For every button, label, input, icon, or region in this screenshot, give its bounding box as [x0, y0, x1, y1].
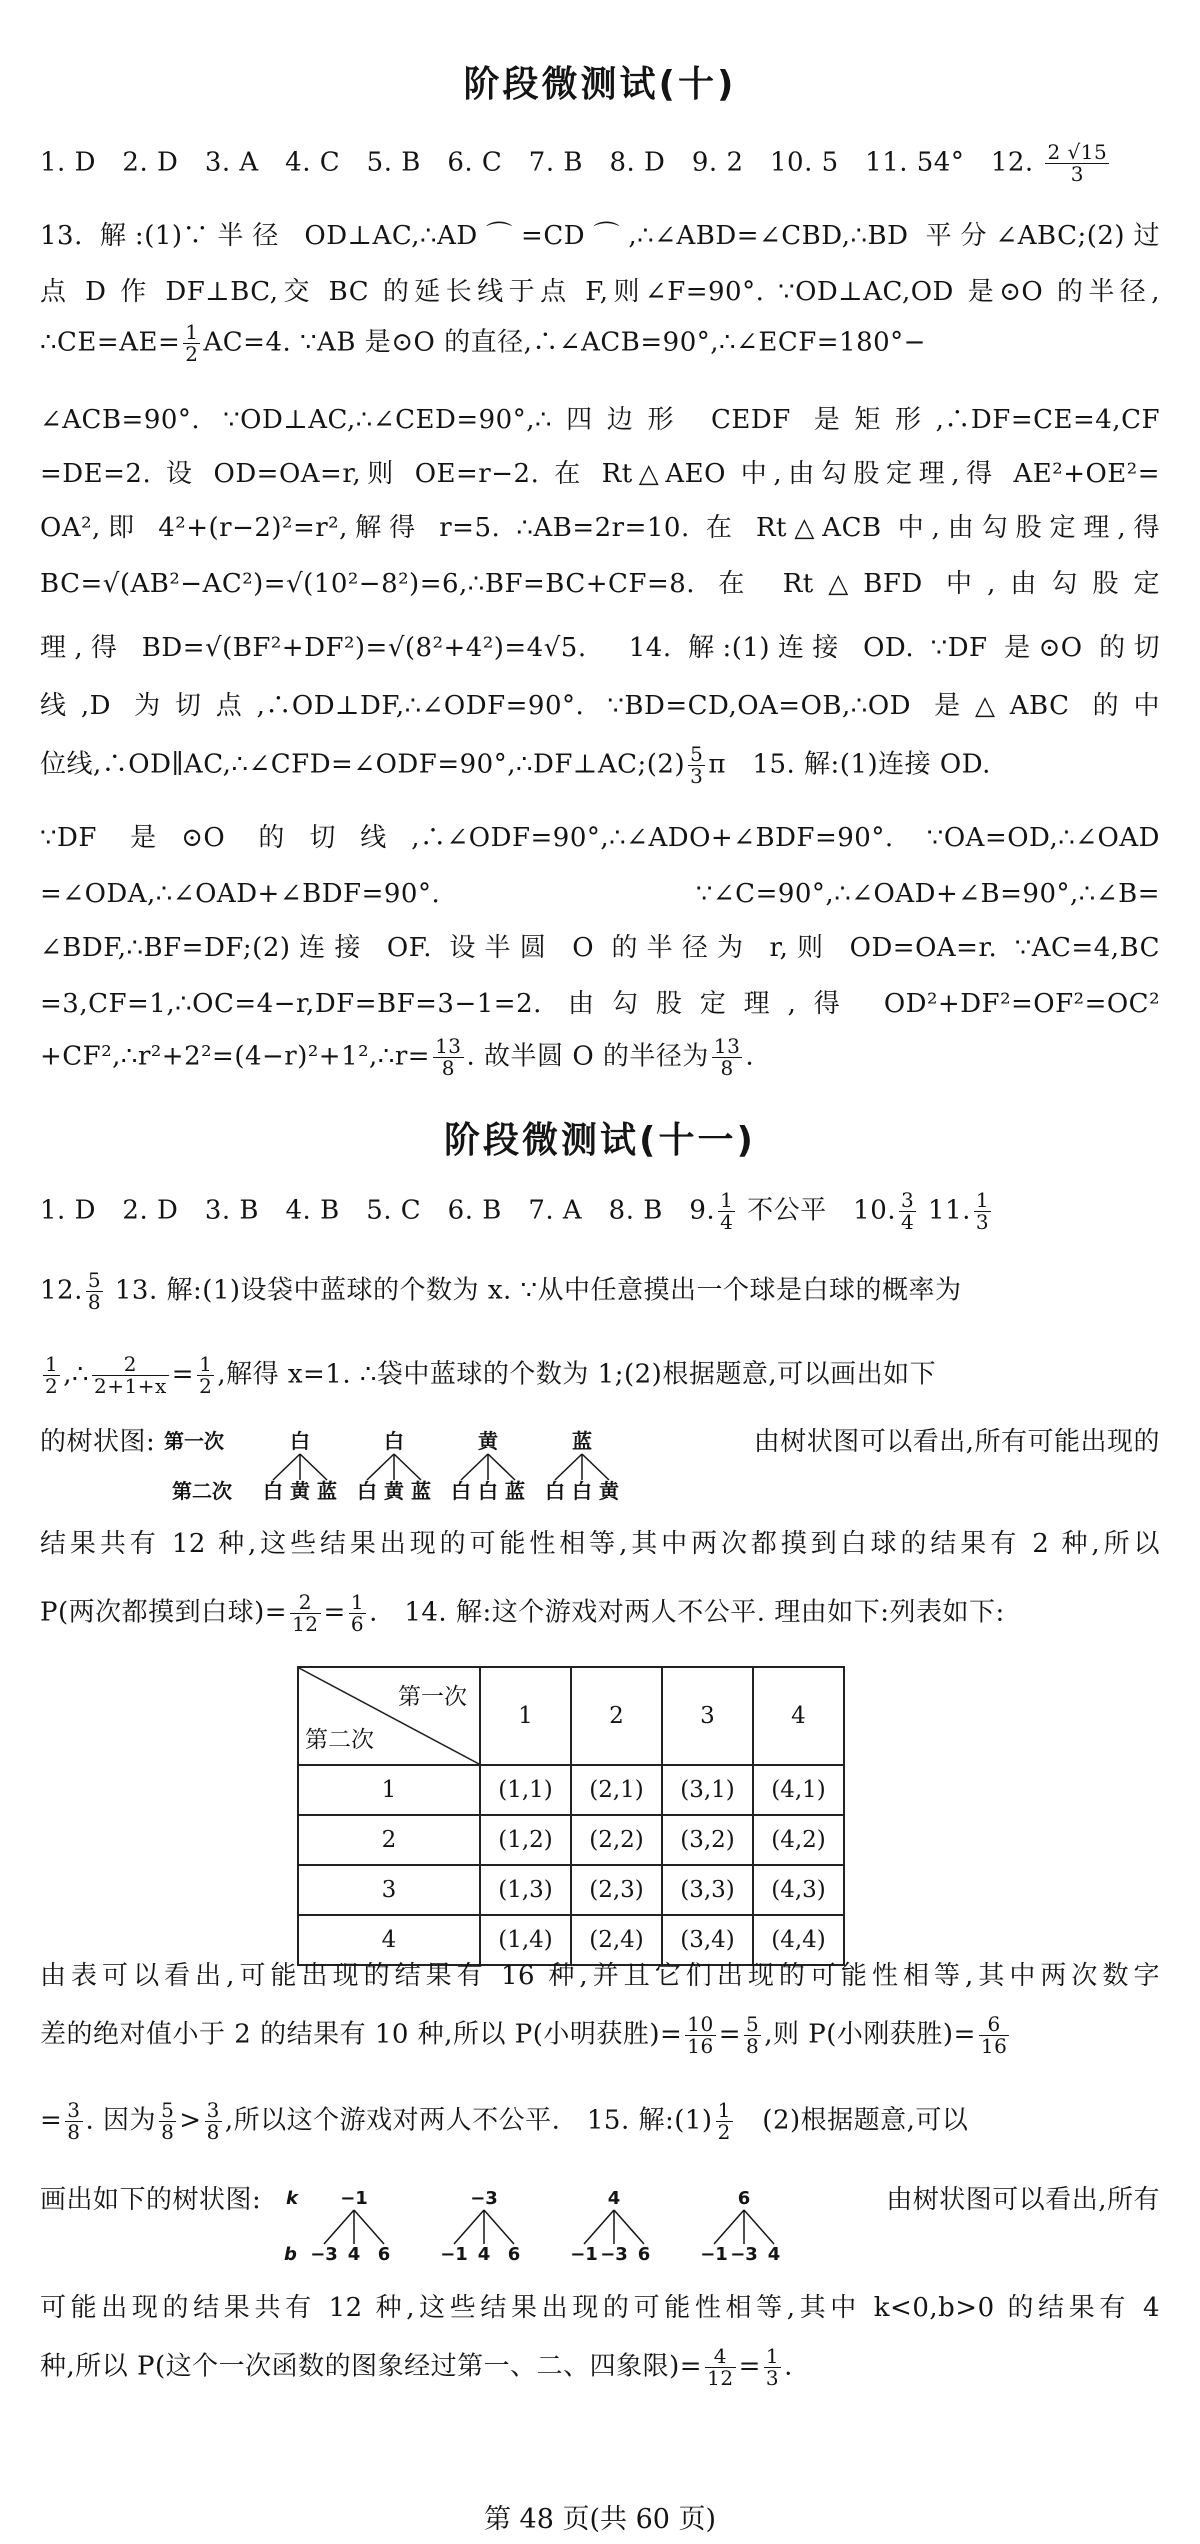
- section-11-title: 阶段微测试(十一): [444, 1120, 756, 1161]
- row-label: 1: [298, 1765, 480, 1815]
- s11-line-8: 差的绝对值小于 2 的结果有 10 种,所以 P(小明获胜)= $\frac{10}{16}$ = $\frac{5}{8}$ ,则 P(小刚获胜)= $\frac{6}{16}$: [40, 2014, 1008, 2057]
- tree-node: 黄: [478, 1429, 498, 1453]
- fraction: $\frac{1}{2}$: [45, 1354, 59, 1397]
- tree-branch: [324, 2210, 354, 2244]
- s10-line-2: 点 D 作 DF⊥BC,交 BC 的延长线于点 F,则∠F=90°. ∵OD⊥AC,OD 是⊙O 的半径,: [40, 277, 1160, 307]
- tree2-first-label: k: [286, 2188, 298, 2209]
- s11-line-10b: 由树状图可以看出,所有: [886, 2185, 1160, 2215]
- s10-line-3: ∴CE=AE= $\frac{1}{2}$ AC=4. ∵AB 是⊙O 的直径,∴∠ACB=90°,∴∠ECF=180°−: [40, 322, 926, 365]
- answers-text: 1. D 2. D 3. A 4. C 5. B 6. C 7. B 8. D 9. 2 10. 5 11. 54° 12.: [40, 147, 1034, 178]
- tree-leaf: 白: [478, 1479, 498, 1503]
- table-row: [298, 1765, 844, 1815]
- tree-leaf: 黄: [599, 1479, 619, 1503]
- table-row: [298, 1865, 844, 1915]
- table-cell: (3,3): [662, 1865, 753, 1915]
- table-cell: (2,3): [571, 1865, 662, 1915]
- table-cell: (2,2): [571, 1815, 662, 1865]
- tree1-first-label: 第一次: [164, 1429, 224, 1453]
- tree-leaf: 黄: [290, 1479, 310, 1503]
- tree-branch: [555, 1454, 582, 1480]
- tree-branch: [461, 1454, 488, 1480]
- s10-line-8: 理,得 BD=√(BF²+DF²)=√(8²+4²)=4√5. 14. 解:(1)连接 OD. ∵DF 是⊙O 的切: [40, 633, 1160, 663]
- table-cell: (4,3): [753, 1865, 844, 1915]
- row-label: 2: [298, 1815, 480, 1865]
- s10-line-10: 位线,∴OD∥AC,∴∠CFD=∠ODF=90°,∴DF⊥AC;(2) $\frac{5}{3}$ π 15. 解:(1)连接 OD.: [40, 744, 991, 787]
- tree-leaf: −3: [310, 2244, 338, 2265]
- fraction: $\frac{5}{8}$: [87, 1270, 102, 1313]
- tree-leaf: −1: [570, 2244, 598, 2265]
- tree-leaf: 蓝: [411, 1479, 431, 1503]
- s10-line-7: BC=√(AB²−AC²)=√(10²−8²)=6,∴BF=BC+CF=8. 在 Rt△BFD 中,由勾股定: [40, 569, 1160, 599]
- tree-leaf: 4: [347, 2244, 361, 2265]
- page-footer: 第 48 页(共 60 页): [483, 2504, 717, 2535]
- tree-branch: [354, 2210, 384, 2244]
- kb-tree-diagram: [276, 2180, 786, 2270]
- fraction: $\frac{6}{16}$: [980, 2014, 1008, 2057]
- s11-line-5: 结果共有 12 种,这些结果出现的可能性相等,其中两次都摸到白球的结果有 2 种,所以: [40, 1529, 1160, 1559]
- fraction: $\frac{13}{8}$: [435, 1036, 462, 1079]
- table-cell: (4,1): [753, 1765, 844, 1815]
- tree-leaf: 蓝: [317, 1479, 337, 1503]
- tree1-second-label: 第二次: [172, 1479, 232, 1503]
- s11-line-9: = $\frac{3}{8}$ . 因为 $\frac{5}{8}$ > $\frac{3}{8}$ ,所以这个游戏对两人不公平. 15. 解:(1) $\frac{1}{2}$ (2)根据题意,可以: [40, 2100, 969, 2143]
- table-cell: (2,4): [571, 1915, 662, 1965]
- s10-line-1: 13. 解:(1)∵半径 OD⊥AC,∴AD⌒=CD⌒,∴∠ABD=∠CBD,∴BD 平分∠ABC;(2)过: [40, 221, 1160, 251]
- tree-leaf: 6: [377, 2244, 391, 2265]
- tree-branch: [614, 2210, 644, 2244]
- tree-leaf: −3: [730, 2244, 758, 2265]
- tree-leaf: 4: [477, 2244, 491, 2265]
- tree-leaf: 白: [545, 1479, 565, 1503]
- tree-leaf: 6: [507, 2244, 521, 2265]
- tree-leaf: −3: [600, 2244, 628, 2265]
- s10-line-4: ∠ACB=90°. ∵OD⊥AC,∴∠CED=90°,∴四边形 CEDF 是矩形,∴DF=CE=4,CF: [40, 405, 1160, 435]
- tree-branch: [582, 1454, 609, 1480]
- tree-leaf: −1: [700, 2244, 728, 2265]
- tree-branch: [273, 1454, 300, 1480]
- tree-leaf: 蓝: [505, 1479, 525, 1503]
- tree-node: 蓝: [572, 1429, 592, 1453]
- fraction: $\frac{3}{8}$: [206, 2100, 220, 2143]
- fraction: $\frac{1}{6}$: [350, 1592, 365, 1635]
- tree-node: 白: [290, 1429, 310, 1453]
- fraction: $\frac{5}{3}$: [690, 744, 704, 787]
- tree-leaf: 6: [637, 2244, 651, 2265]
- fraction: $\frac{3}{8}$: [67, 2100, 81, 2143]
- table-cell: (4,4): [753, 1915, 844, 1965]
- s11-line-12: 种,所以 P(这个一次函数的图象经过第一、二、四象限)= $\frac{4}{12}$ = $\frac{1}{3}$ .: [40, 2346, 793, 2389]
- fraction: $\frac{1}{3}$: [975, 1190, 990, 1233]
- fraction: $\frac{2}{2+1+x}$: [94, 1354, 167, 1397]
- table-cell: (3,2): [662, 1815, 753, 1865]
- fraction: $\frac{5}{8}$: [161, 2100, 175, 2143]
- s10-line-6: OA²,即 4²+(r−2)²=r²,解得 r=5. ∴AB=2r=10. 在 Rt△ACB 中,由勾股定理,得: [40, 513, 1160, 543]
- tree-branch: [744, 2210, 774, 2244]
- tree2-groups: [310, 2188, 780, 2265]
- table-corner: [298, 1667, 480, 1765]
- section-10-answers: [40, 142, 1160, 185]
- tree-node: −1: [340, 2188, 368, 2209]
- s10-line-11: ∵DF 是⊙O 的切线,∴∠ODF=90°,∴∠ADO+∠BDF=90°. ∵OA=OD,∴∠OAD: [40, 823, 1160, 853]
- s11-line-4a: 的树状图:: [40, 1427, 156, 1457]
- ball-tree-diagram: [160, 1420, 640, 1510]
- s10-line-14: =3,CF=1,∴OC=4−r,DF=BF=3−1=2. 由勾股定理,得 OD²+DF²=OF²=OC²: [40, 989, 1160, 1019]
- s10-line-13: ∠BDF,∴BF=DF;(2)连接 OF. 设半圆 O 的半径为 r,则 OD=OA=r. ∵AC=4,BC: [40, 933, 1160, 963]
- table-cell: (3,4): [662, 1915, 753, 1965]
- fraction: $\frac{10}{16}$: [687, 2014, 714, 2057]
- tree-node: 4: [607, 2188, 621, 2209]
- tree-leaf: 白: [357, 1479, 377, 1503]
- s11-line-10a: 画出如下的树状图:: [40, 2185, 262, 2215]
- s11-line-11: 可能出现的结果共有 12 种,这些结果出现的可能性相等,其中 k<0,b>0 的结果有 4: [40, 2293, 1160, 2323]
- s11-line-6: P(两次都摸到白球)= $\frac{2}{12}$ = $\frac{1}{6}$ . 14. 解:这个游戏对两人不公平. 理由如下:列表如下:: [40, 1592, 1005, 1635]
- fraction: $\frac{1}{4}$: [720, 1190, 734, 1233]
- corner-bottom-label: 第二次: [305, 1727, 374, 1753]
- q12-fraction: $\frac{2 √15}{3}$: [1047, 142, 1108, 185]
- tree-branch: [394, 1454, 421, 1480]
- fraction: $\frac{1}{2}$: [199, 1354, 213, 1397]
- tree-leaf: 黄: [384, 1479, 404, 1503]
- table-cell: (1,4): [480, 1915, 571, 1965]
- tree-node: −3: [470, 2188, 498, 2209]
- tree-leaf: 4: [767, 2244, 781, 2265]
- tree-branch: [300, 1454, 327, 1480]
- table-header: 3: [662, 1667, 753, 1765]
- tree-node: 6: [737, 2188, 751, 2209]
- fraction: $\frac{4}{12}$: [707, 2346, 734, 2389]
- tree1-groups: [263, 1429, 620, 1503]
- corner-top-label: 第一次: [398, 1684, 467, 1710]
- s10-line-15: +CF²,∴r²+2²=(4−r)²+1²,∴r= $\frac{13}{8}$ . 故半圆 O 的半径为 $\frac{13}{8}$ .: [40, 1036, 755, 1079]
- table-header: 2: [571, 1667, 662, 1765]
- fraction: $\frac{1}{2}$: [185, 322, 199, 365]
- s11-line-7: 由表可以看出,可能出现的结果有 16 种,并且它们出现的可能性相等,其中两次数字: [40, 1961, 1160, 1991]
- fraction: $\frac{1}{2}$: [717, 2100, 731, 2143]
- table-cell: (3,1): [662, 1765, 753, 1815]
- table-cell: (1,2): [480, 1815, 571, 1865]
- tree-branch: [488, 1454, 515, 1480]
- tree-branch: [714, 2210, 744, 2244]
- section-11-answers: 1. D 2. D 3. B 4. B 5. C 6. B 7. A 8. B 9. $\frac{1}{4}$ 不公平 10. $\frac{3}{4}$ 11. $\frac{1}{3}$: [40, 1190, 990, 1233]
- table-cell: (1,1): [480, 1765, 571, 1815]
- table-row: [298, 1815, 844, 1865]
- section-10-title: 阶段微测试(十): [463, 64, 737, 105]
- tree-leaf: 白: [451, 1479, 471, 1503]
- row-label: 4: [298, 1915, 480, 1965]
- tree-leaf: 白: [572, 1479, 592, 1503]
- table-header: 1: [480, 1667, 571, 1765]
- tree-node: 白: [384, 1429, 404, 1453]
- row-label: 3: [298, 1865, 480, 1915]
- s10-line-9: 线,D 为切点,∴OD⊥DF,∴∠ODF=90°. ∵BD=CD,OA=OB,∴OD 是△ABC 的中: [40, 691, 1160, 721]
- tree-branch: [584, 2210, 614, 2244]
- table-header: 4: [753, 1667, 844, 1765]
- s11-line-2: 12. $\frac{5}{8}$ 13. 解:(1)设袋中蓝球的个数为 x. ∵从中任意摸出一个球是白球的概率为: [40, 1270, 962, 1313]
- table-cell: (2,1): [571, 1765, 662, 1815]
- fraction: $\frac{3}{4}$: [901, 1190, 915, 1233]
- s11-line-3: $\frac{1}{2}$ ,∴ $\frac{2}{2+1+x}$ = $\frac{1}{2}$ ,解得 x=1. ∴袋中蓝球的个数为 1;(2)根据题意,可以画出如下: [45, 1354, 937, 1397]
- tree2-second-label: b: [284, 2244, 297, 2265]
- tree-branch: [454, 2210, 484, 2244]
- fraction: $\frac{5}{8}$: [746, 2014, 760, 2057]
- fraction: $\frac{13}{8}$: [713, 1036, 741, 1079]
- tree-leaf: −1: [440, 2244, 468, 2265]
- fraction: $\frac{1}{3}$: [765, 2346, 780, 2389]
- s10-line-12: =∠ODA,∴∠OAD+∠BDF=90°. ∵∠C=90°,∴∠OAD+∠B=90°,∴∠B=: [40, 879, 1160, 909]
- tree-leaf: 白: [263, 1479, 283, 1503]
- table-cell: (4,2): [753, 1815, 844, 1865]
- tree-branch: [367, 1454, 394, 1480]
- table-cell: (1,3): [480, 1865, 571, 1915]
- fraction: $\frac{2}{12}$: [292, 1592, 319, 1635]
- s10-line-5: =DE=2. 设 OD=OA=r,则 OE=r−2. 在 Rt△AEO 中,由勾股定理,得 AE²+OE²=: [40, 459, 1160, 489]
- s11-line-4b: 由树状图可以看出,所有可能出现的: [753, 1427, 1160, 1457]
- tree-branch: [484, 2210, 514, 2244]
- outcome-table: [297, 1666, 845, 1966]
